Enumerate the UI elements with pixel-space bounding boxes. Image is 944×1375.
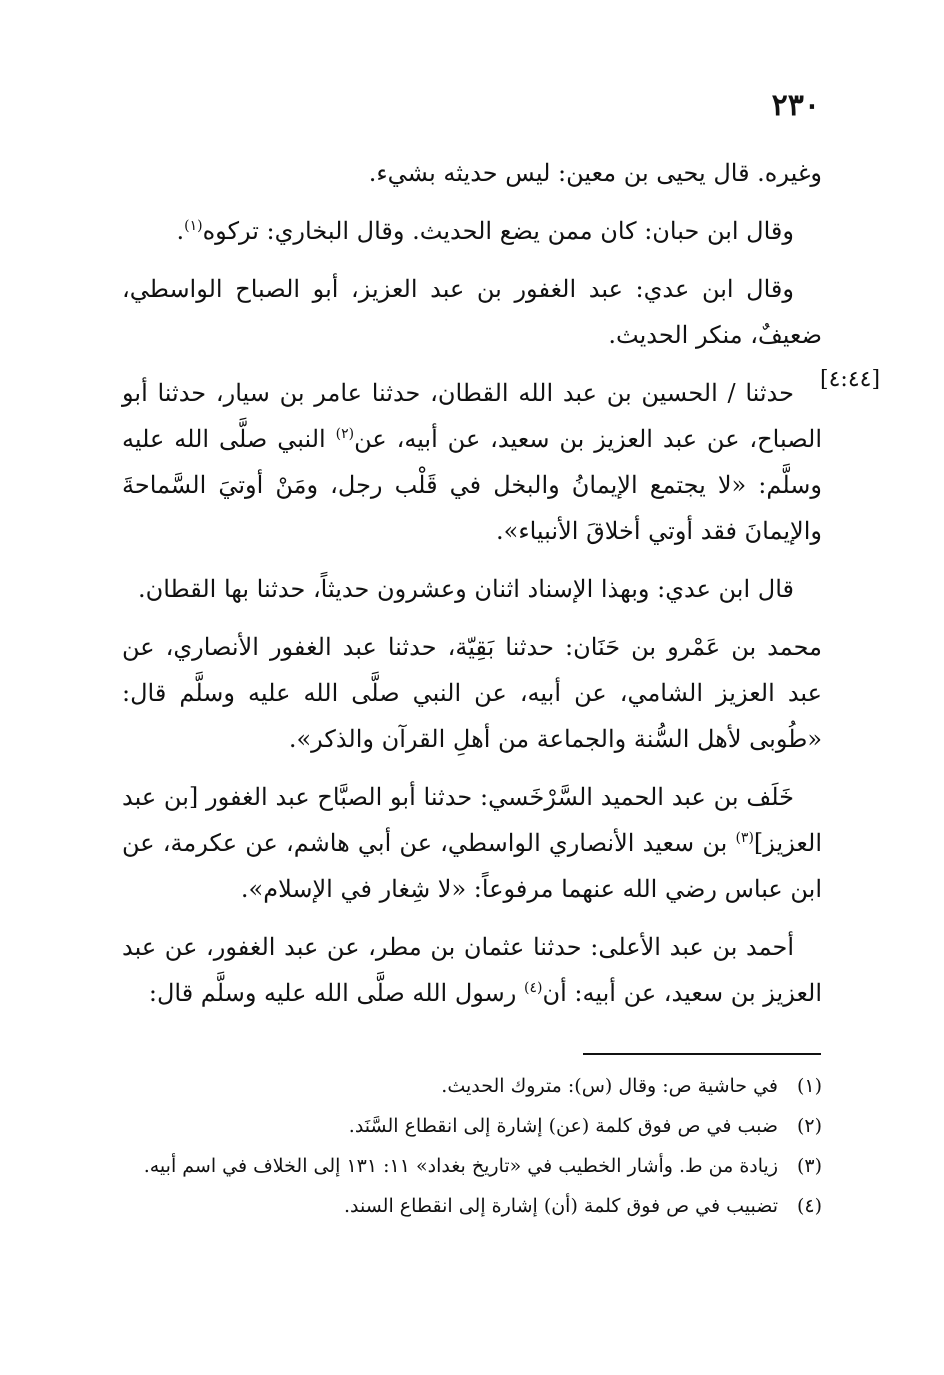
- paragraph: [122, 370, 822, 554]
- paragraph: [122, 266, 822, 358]
- paragraph-text: .: [176, 217, 185, 245]
- paragraph-text: وقال ابن حبان: كان ممن يضع الحديث. وقال البخاري: تركوه: [202, 217, 794, 245]
- footnote-marker: (٣): [735, 830, 754, 846]
- paragraph-text: أحمد بن عبد الأعلى: حدثنا عثمان بن مطر، عن عبد الغفور، عن عبد العزيز بن سعيد، عن أبيه: أن: [122, 933, 822, 1007]
- paragraph-text: بن سعيد الأنصاري الواسطي، عن أبي هاشم، عن عكرمة، عن ابن عباس رضي الله عنهما مرفوعاً: «لا شِغار في الإسلام».: [122, 829, 822, 903]
- paragraph-text: وقال ابن عدي: عبد الغفور بن عبد العزيز، أبو الصباح الواسطي، ضعيفٌ، منكر الحديث.: [122, 275, 822, 349]
- footnote-number: (١): [796, 1075, 822, 1097]
- footnote-text: زيادة من ط. وأشار الخطيب في «تاريخ بغداد» ١١: ١٣١ إلى الخلاف في اسم أبيه.: [143, 1155, 778, 1177]
- footnote-number: (٣): [796, 1155, 822, 1177]
- paragraph: [122, 774, 822, 912]
- main-text: [122, 150, 822, 1028]
- footnote-text: في حاشية ص: وقال (س): متروك الحديث.: [441, 1075, 778, 1097]
- footnote: [122, 1148, 822, 1184]
- paragraph: [122, 208, 822, 254]
- paragraph-text: محمد بن عَمْرو بن حَنَان: حدثنا بَقِيّة، حدثنا عبد الغفور الأنصاري، عن عبد العزيز الشامي، عن أبيه، عن النبي صلَّى الله عليه وسلَّم قال: «طُوبى لأهل السُّنة والجماعة من أهلِ القرآن والذكر».: [122, 633, 822, 753]
- footnote-marker: (٤): [524, 980, 543, 996]
- footnote-number: (٢): [796, 1115, 822, 1137]
- paragraph: [122, 924, 822, 1016]
- paragraph-text: رسول الله صلَّى الله عليه وسلَّم قال:: [148, 979, 525, 1007]
- page-number: ٢٣٠: [771, 88, 820, 123]
- paragraph-text: وغيره. قال يحيى بن معين: ليس حديثه بشيء.: [368, 159, 822, 187]
- footnote-separator: [583, 1053, 821, 1055]
- footnote-number: (٤): [796, 1195, 822, 1217]
- footnote: [122, 1108, 822, 1144]
- paragraph-text: خَلَف بن عبد الحميد السَّرْخَسي: حدثنا أبو الصبَّاح عبد الغفور [بن عبد العزيز]: [122, 783, 822, 857]
- paragraph: [122, 624, 822, 762]
- paragraph-text: قال ابن عدي: وبهذا الإسناد اثنان وعشرون حديثاً، حدثنا بها القطان.: [137, 575, 794, 603]
- footnote-marker: (١): [184, 218, 203, 234]
- footnote-text: تضبيب في ص فوق كلمة (أن) إشارة إلى انقطاع السند.: [343, 1195, 778, 1217]
- paragraph-text: حدثنا / الحسين بن عبد الله القطان، حدثنا عامر بن سيار، حدثنا أبو الصباح، عن عبد العزيز بن سعيد، عن أبيه، عن: [122, 379, 823, 453]
- paragraph-text: النبي صلَّى الله عليه وسلَّم: «لا يجتمع الإيمانُ والبخل في قَلْب رجل، ومَنْ أوتيَ السَّماحةَ والإيمانَ فقد أوتي أخلاقَ الأنبياء».: [122, 425, 823, 545]
- margin-reference: [٤:٤٤]: [820, 367, 881, 392]
- footnote: [122, 1188, 822, 1224]
- footnote-marker: (٢): [335, 426, 355, 442]
- footnote-text: ضبب في ص فوق كلمة (عن) إشارة إلى انقطاع السَّنَد.: [348, 1115, 778, 1137]
- footnote: [122, 1068, 822, 1104]
- paragraph: [122, 150, 822, 196]
- paragraph: [122, 566, 822, 612]
- footnotes: [122, 1068, 822, 1228]
